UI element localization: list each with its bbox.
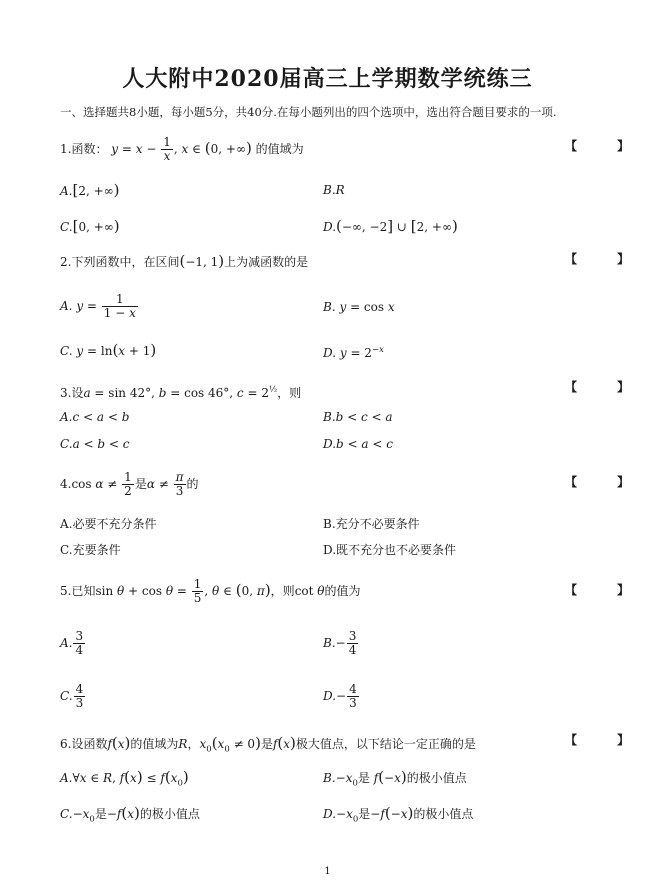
- question-3-option-d: D.b < a < c: [323, 437, 393, 451]
- question-6-option-d: $D.-x_0$是−f(−x)的极小值点: [323, 804, 474, 825]
- question-5-option-d: D.− $\frac{4}{3}$: [323, 682, 357, 711]
- question-3-option-b: B.b < c < a: [323, 410, 393, 424]
- question-3-option-c: C.a < b < c: [60, 437, 130, 451]
- answer-bracket: 【 】: [565, 475, 648, 489]
- question-3-option-a: A.c < a < b: [60, 410, 130, 424]
- question-6-option-c: $C.-x_0$是−f(x)的极小值点: [60, 804, 200, 825]
- question-4-option-b: B.充分不必要条件: [323, 517, 420, 531]
- question-4-option-a: A.必要不充分条件: [60, 517, 157, 531]
- question-2-option-a: A. y = $\frac{1}{1 - x}$: [60, 292, 136, 321]
- page-title: 人大附中2020届高三上学期数学统练三: [122, 66, 533, 92]
- question-2-option-b: B. y = cos x: [323, 300, 395, 314]
- question-6-stem: 6.设函数f(x)的值域为R，$x_0(x_0 \ne 0)$是f(x)极大值点，以下结论一定正确的是: [60, 734, 476, 755]
- answer-bracket: 【 】: [565, 139, 648, 153]
- page-number: 1: [324, 866, 331, 877]
- question-6-option-a: A.∀x ∈ R, $f(x) \le f(x_0)$: [60, 768, 189, 789]
- answer-bracket: 【 】: [565, 733, 648, 747]
- question-1-option-c: C.[0, +∞): [60, 217, 120, 235]
- question-5-option-a: A. $\frac{3}{4}$: [60, 629, 84, 658]
- question-4-option-c: C.充要条件: [60, 543, 121, 557]
- question-4-stem: 4.cos α ≠ $\frac{1}{2}$ 是α ≠ $\frac{\pi}{3}$ 的: [60, 470, 199, 499]
- question-2-option-c: C. y = ln(x + 1): [60, 341, 157, 359]
- section-instructions: 一、选择题共8小题，每小题5分，共40分.在每小题列出的四个选项中，选出符合题目要求的一项.: [60, 105, 557, 119]
- question-5-option-c: C. $\frac{4}{3}$: [60, 682, 84, 711]
- question-4-option-d: D.既不充分也不必要条件: [323, 543, 457, 557]
- question-6-option-b: $B.-x_0$是 f(−x)的极小值点: [323, 768, 467, 789]
- question-1-option-b: B.R: [323, 183, 345, 197]
- question-1-option-a: A.[2, +∞): [60, 181, 120, 199]
- question-5-stem: 5.已知sin θ + cos θ = $\frac{1}{5}$ , θ ∈ (0, π)，则cot θ的值为: [60, 577, 361, 606]
- question-1-stem: 1.函数： y = x − $\frac{1}{x}$ , x ∈ (0, +∞) 的值域为: [60, 135, 304, 164]
- answer-bracket: 【 】: [565, 252, 648, 266]
- answer-bracket: 【 】: [565, 583, 648, 597]
- answer-bracket: 【 】: [565, 380, 648, 394]
- question-5-option-b: B.− $\frac{3}{4}$: [323, 629, 357, 658]
- question-3-stem: 3.设a = sin 42°, b = cos 46°, $c = 2^{\frac{1}{2}}$，则: [60, 385, 302, 400]
- question-2-stem: 2.下列函数中，在区间(−1, 1)上为减函数的是: [60, 252, 309, 270]
- question-1-option-d: D.(−∞, −2] ∪ [2, +∞): [323, 217, 458, 235]
- question-2-option-d: D. $y = 2^{-x}$: [323, 345, 384, 360]
